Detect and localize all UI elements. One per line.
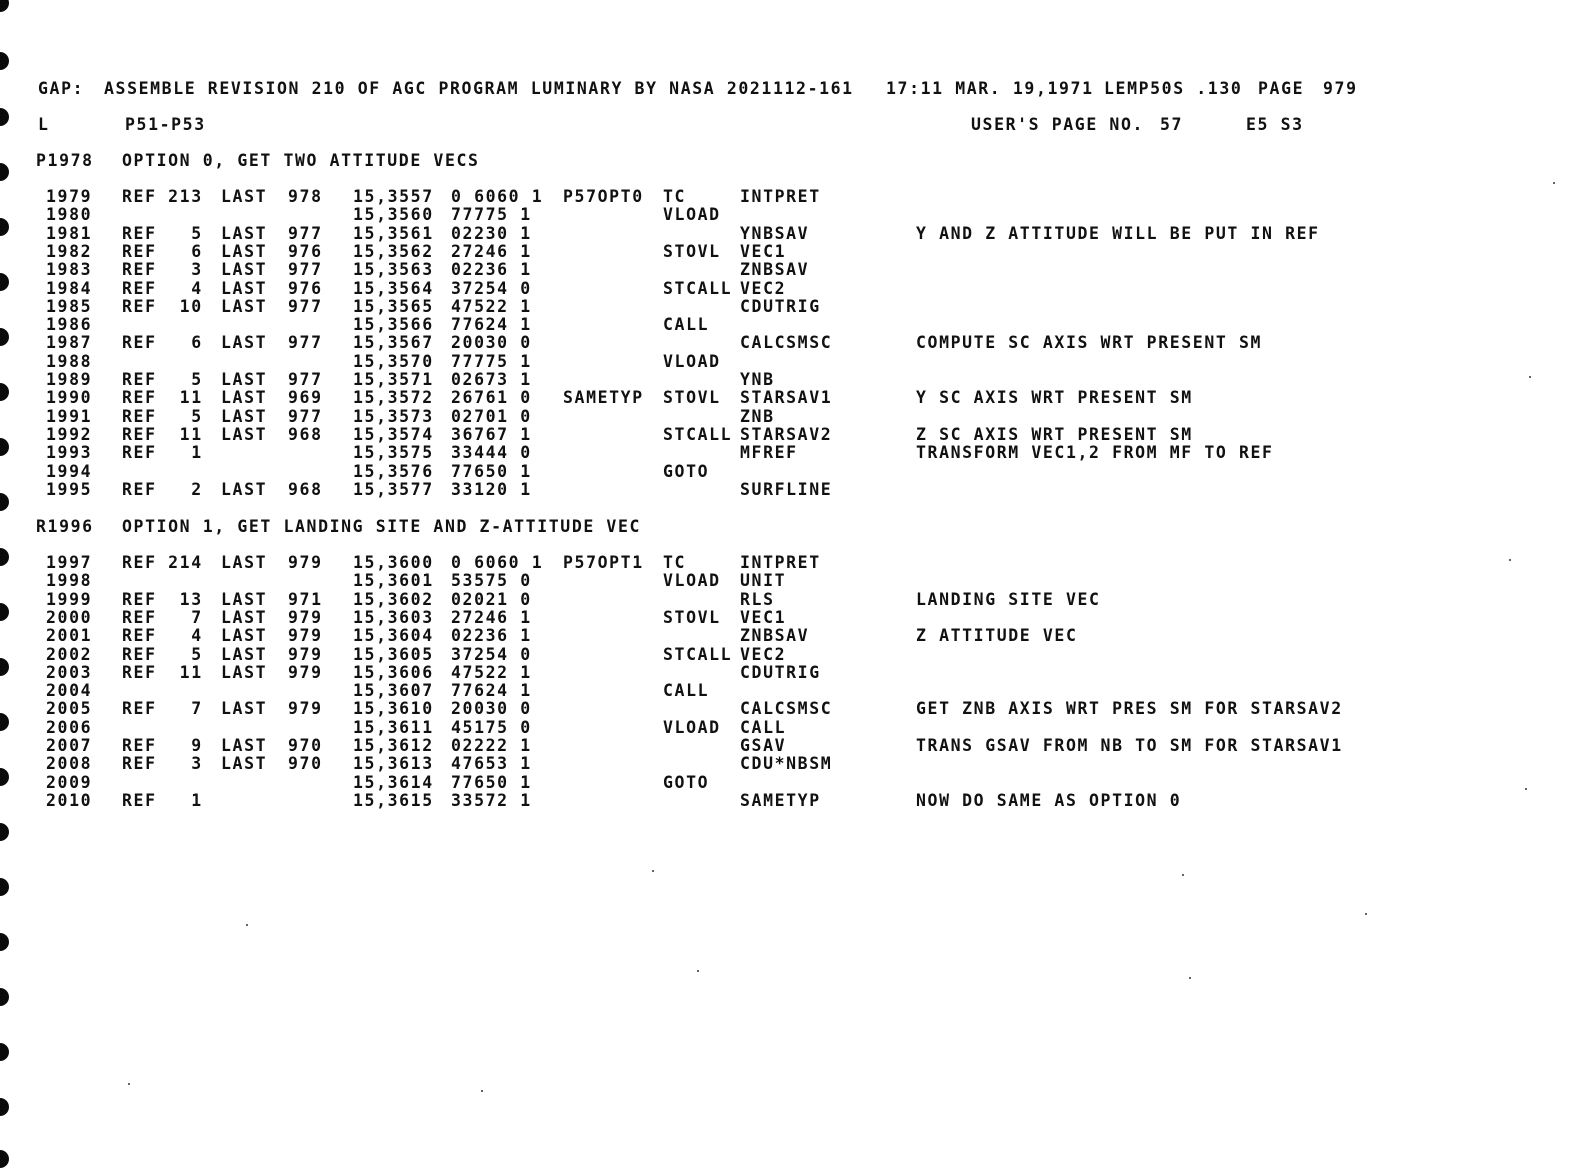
tractor-hole [0, 658, 9, 676]
opcode: GOTO [663, 773, 710, 792]
operand: UNIT [740, 571, 787, 590]
octal-word: 02230 1 [451, 224, 532, 243]
last-number: 976 [288, 242, 323, 261]
octal-word: 33120 1 [451, 480, 532, 499]
last-label: LAST [221, 663, 268, 682]
print-speck [1525, 788, 1527, 790]
line-number: 2007 [46, 736, 93, 755]
last-label: LAST [221, 736, 268, 755]
operand: INTPRET [740, 553, 821, 572]
operand: CALL [740, 718, 787, 737]
line-number: 1991 [46, 407, 93, 426]
operand: CDUTRIG [740, 297, 821, 316]
opcode: VLOAD [663, 205, 721, 224]
listing-code: E5 S3 [1246, 115, 1304, 134]
ref-field: REF 3 [122, 754, 203, 773]
last-label: LAST [221, 297, 268, 316]
last-number: 976 [288, 279, 323, 298]
print-speck [481, 1090, 483, 1092]
octal-word: 77624 1 [451, 315, 532, 334]
last-label: LAST [221, 590, 268, 609]
last-number: 979 [288, 608, 323, 627]
operand: CDU*NBSM [740, 754, 833, 773]
octal-word: 26761 0 [451, 388, 532, 407]
comment: Y AND Z ATTITUDE WILL BE PUT IN REF [916, 224, 1320, 243]
comment: GET ZNB AXIS WRT PRES SM FOR STARSAV2 [916, 699, 1343, 718]
ref-field: REF 1 [122, 443, 203, 462]
tractor-hole [0, 548, 9, 566]
address: 15,3601 [353, 571, 434, 590]
comment: Z SC AXIS WRT PRESENT SM [916, 425, 1193, 444]
comment: TRANSFORM VEC1,2 FROM MF TO REF [916, 443, 1274, 462]
address: 15,3605 [353, 645, 434, 664]
last-label: LAST [221, 480, 268, 499]
address: 15,3613 [353, 754, 434, 773]
last-number: 977 [288, 407, 323, 426]
octal-word: 02236 1 [451, 626, 532, 645]
address: 15,3572 [353, 388, 434, 407]
line-number: 1993 [46, 443, 93, 462]
last-label: LAST [221, 370, 268, 389]
tractor-hole [0, 108, 9, 126]
line-number: 1992 [46, 425, 93, 444]
last-label: LAST [221, 333, 268, 352]
tractor-hole [0, 273, 9, 291]
comment: Y SC AXIS WRT PRESENT SM [916, 388, 1193, 407]
address: 15,3611 [353, 718, 434, 737]
opcode: CALL [663, 681, 710, 700]
octal-word: 02222 1 [451, 736, 532, 755]
line-number: 2010 [46, 791, 93, 810]
line-number: 2008 [46, 754, 93, 773]
address: 15,3610 [353, 699, 434, 718]
print-speck [1365, 913, 1367, 915]
opcode: TC [663, 553, 687, 572]
opcode: STCALL [663, 279, 733, 298]
line-number: 1990 [46, 388, 93, 407]
comment: NOW DO SAME AS OPTION 0 [916, 791, 1182, 810]
ref-field: REF 11 [122, 425, 203, 444]
line-number: 1994 [46, 462, 93, 481]
line-number: 1995 [46, 480, 93, 499]
last-number: 979 [288, 553, 323, 572]
octal-word: 33572 1 [451, 791, 532, 810]
last-number: 977 [288, 224, 323, 243]
octal-word: 20030 0 [451, 699, 532, 718]
address: 15,3612 [353, 736, 434, 755]
octal-word: 02701 0 [451, 407, 532, 426]
address: 15,3606 [353, 663, 434, 682]
tractor-hole [0, 383, 9, 401]
address: 15,3561 [353, 224, 434, 243]
operand: STARSAV1 [740, 388, 833, 407]
ref-field: REF 4 [122, 279, 203, 298]
last-number: 979 [288, 699, 323, 718]
last-label: LAST [221, 224, 268, 243]
last-number: 979 [288, 663, 323, 682]
operand: ZNBSAV [740, 260, 810, 279]
tractor-hole [0, 933, 9, 951]
address: 15,3614 [353, 773, 434, 792]
address: 15,3566 [353, 315, 434, 334]
tractor-hole [0, 1098, 9, 1116]
last-number: 977 [288, 333, 323, 352]
octal-word: 27246 1 [451, 608, 532, 627]
operand: ZNBSAV [740, 626, 810, 645]
print-speck [1529, 376, 1531, 378]
address: 15,3573 [353, 407, 434, 426]
tractor-hole [0, 328, 9, 346]
last-number: 968 [288, 480, 323, 499]
print-datetime: 17:11 MAR. 19,1971 [886, 79, 1094, 98]
operand: YNBSAV [740, 224, 810, 243]
user-page-number: 57 [1160, 115, 1184, 134]
opcode: VLOAD [663, 718, 721, 737]
tractor-hole [0, 878, 9, 896]
address: 15,3574 [353, 425, 434, 444]
ref-field: REF 5 [122, 370, 203, 389]
operand: VEC1 [740, 242, 787, 261]
address: 15,3602 [353, 590, 434, 609]
ref-field: REF 3 [122, 260, 203, 279]
operand: STARSAV2 [740, 425, 833, 444]
ref-field: REF 7 [122, 699, 203, 718]
octal-word: 20030 0 [451, 333, 532, 352]
address: 15,3564 [353, 279, 434, 298]
address: 15,3607 [353, 681, 434, 700]
last-label: LAST [221, 388, 268, 407]
job-name: LEMP50S .130 [1104, 79, 1243, 98]
ref-field: REF 7 [122, 608, 203, 627]
line-number: 2009 [46, 773, 93, 792]
print-speck [652, 870, 654, 872]
comment: COMPUTE SC AXIS WRT PRESENT SM [916, 333, 1263, 352]
octal-word: 36767 1 [451, 425, 532, 444]
octal-word: 77775 1 [451, 205, 532, 224]
comment: Z ATTITUDE VEC [916, 626, 1078, 645]
line-number: 1984 [46, 279, 93, 298]
address: 15,3560 [353, 205, 434, 224]
tractor-hole [0, 823, 9, 841]
opcode: STOVL [663, 608, 721, 627]
operand: MFREF [740, 443, 798, 462]
ref-field: REF 13 [122, 590, 203, 609]
line-number: 1979 [46, 187, 93, 206]
octal-word: 47522 1 [451, 297, 532, 316]
ref-field: REF 10 [122, 297, 203, 316]
opcode: STCALL [663, 645, 733, 664]
octal-word: 02236 1 [451, 260, 532, 279]
address: 15,3563 [353, 260, 434, 279]
operand: YNB [740, 370, 775, 389]
print-speck [697, 970, 699, 972]
address: 15,3565 [353, 297, 434, 316]
octal-word: 77650 1 [451, 462, 532, 481]
octal-word: 02021 0 [451, 590, 532, 609]
last-number: 978 [288, 187, 323, 206]
opcode: TC [663, 187, 687, 206]
last-number: 968 [288, 425, 323, 444]
operand: SURFLINE [740, 480, 833, 499]
address: 15,3576 [353, 462, 434, 481]
line-number: 1989 [46, 370, 93, 389]
tractor-hole [0, 988, 9, 1006]
address: 15,3575 [353, 443, 434, 462]
last-number: 977 [288, 370, 323, 389]
ref-field: REF 5 [122, 407, 203, 426]
section-line-number: P1978 [36, 151, 94, 170]
octal-word: 77775 1 [451, 352, 532, 371]
octal-word: 02673 1 [451, 370, 532, 389]
last-number: 970 [288, 736, 323, 755]
octal-word: 27246 1 [451, 242, 532, 261]
line-number: 1980 [46, 205, 93, 224]
ref-field: REF 11 [122, 388, 203, 407]
octal-word: 47653 1 [451, 754, 532, 773]
line-number: 2003 [46, 663, 93, 682]
operand: RLS [740, 590, 775, 609]
address: 15,3557 [353, 187, 434, 206]
page-number: 979 [1323, 79, 1358, 98]
line-number: 2006 [46, 718, 93, 737]
gap-label: GAP: [38, 79, 85, 98]
ref-field: REF 5 [122, 645, 203, 664]
octal-word: 47522 1 [451, 663, 532, 682]
last-label: LAST [221, 425, 268, 444]
line-number: 1985 [46, 297, 93, 316]
octal-word: 77650 1 [451, 773, 532, 792]
last-label: LAST [221, 754, 268, 773]
opcode: STOVL [663, 388, 721, 407]
ref-field: REF 213 [122, 187, 203, 206]
operand: CDUTRIG [740, 663, 821, 682]
symbol-label: P57OPT1 [563, 553, 644, 572]
opcode: STCALL [663, 425, 733, 444]
last-label: LAST [221, 242, 268, 261]
opcode: VLOAD [663, 352, 721, 371]
tractor-hole [0, 493, 9, 511]
octal-word: 37254 0 [451, 279, 532, 298]
last-number: 970 [288, 754, 323, 773]
address: 15,3577 [353, 480, 434, 499]
section-line-number: R1996 [36, 517, 94, 536]
ref-field: REF 214 [122, 553, 203, 572]
tractor-hole [0, 52, 9, 70]
last-number: 979 [288, 645, 323, 664]
section-title: OPTION 0, GET TWO ATTITUDE VECS [122, 151, 480, 170]
line-number: 1988 [46, 352, 93, 371]
operand: SAMETYP [740, 791, 821, 810]
line-number: 2004 [46, 681, 93, 700]
user-page-label: USER'S PAGE NO. [971, 115, 1145, 134]
octal-word: 37254 0 [451, 645, 532, 664]
ref-field: REF 6 [122, 333, 203, 352]
last-number: 977 [288, 260, 323, 279]
line-number: 1983 [46, 260, 93, 279]
ref-field: REF 1 [122, 791, 203, 810]
octal-word: 53575 0 [451, 571, 532, 590]
octal-word: 45175 0 [451, 718, 532, 737]
opcode: VLOAD [663, 571, 721, 590]
last-number: 969 [288, 388, 323, 407]
print-speck [1509, 559, 1511, 561]
line-number: 1997 [46, 553, 93, 572]
last-label: LAST [221, 553, 268, 572]
line-number: 2002 [46, 645, 93, 664]
address: 15,3567 [353, 333, 434, 352]
operand: VEC2 [740, 279, 787, 298]
print-speck [1182, 874, 1184, 876]
tractor-hole [0, 438, 9, 456]
tractor-hole [0, 0, 9, 12]
last-label: LAST [221, 608, 268, 627]
line-number: 2005 [46, 699, 93, 718]
print-speck [1553, 182, 1555, 184]
line-number: 1982 [46, 242, 93, 261]
ref-field: REF 11 [122, 663, 203, 682]
octal-word: 77624 1 [451, 681, 532, 700]
opcode: CALL [663, 315, 710, 334]
operand: CALCSMSC [740, 333, 833, 352]
address: 15,3600 [353, 553, 434, 572]
tractor-hole [0, 163, 9, 181]
opcode: STOVL [663, 242, 721, 261]
section-name: P51-P53 [125, 115, 206, 134]
operand: CALCSMSC [740, 699, 833, 718]
comment: LANDING SITE VEC [916, 590, 1101, 609]
subheader-l: L [38, 115, 50, 134]
tractor-hole [0, 1043, 9, 1061]
address: 15,3562 [353, 242, 434, 261]
comment: TRANS GSAV FROM NB TO SM FOR STARSAV1 [916, 736, 1343, 755]
last-label: LAST [221, 279, 268, 298]
last-label: LAST [221, 626, 268, 645]
print-speck [1189, 977, 1191, 979]
print-speck [128, 1083, 130, 1085]
operand: INTPRET [740, 187, 821, 206]
address: 15,3570 [353, 352, 434, 371]
line-number: 2000 [46, 608, 93, 627]
operand: VEC2 [740, 645, 787, 664]
line-number: 1999 [46, 590, 93, 609]
last-number: 971 [288, 590, 323, 609]
ref-field: REF 6 [122, 242, 203, 261]
last-label: LAST [221, 187, 268, 206]
print-speck [246, 924, 248, 926]
ref-field: REF 5 [122, 224, 203, 243]
tractor-hole [0, 768, 9, 786]
octal-word: 0 6060 1 [451, 553, 544, 572]
line-number: 1986 [46, 315, 93, 334]
last-label: LAST [221, 645, 268, 664]
last-label: LAST [221, 699, 268, 718]
address: 15,3603 [353, 608, 434, 627]
ref-field: REF 9 [122, 736, 203, 755]
octal-word: 33444 0 [451, 443, 532, 462]
opcode: GOTO [663, 462, 710, 481]
symbol-label: P57OPT0 [563, 187, 644, 206]
symbol-label: SAMETYP [563, 388, 644, 407]
tractor-hole [0, 218, 9, 236]
ref-field: REF 2 [122, 480, 203, 499]
line-number: 1981 [46, 224, 93, 243]
line-number: 1987 [46, 333, 93, 352]
line-number: 1998 [46, 571, 93, 590]
address: 15,3571 [353, 370, 434, 389]
line-number: 2001 [46, 626, 93, 645]
page-label: PAGE [1258, 79, 1305, 98]
octal-word: 0 6060 1 [451, 187, 544, 206]
address: 15,3615 [353, 791, 434, 810]
ref-field: REF 4 [122, 626, 203, 645]
last-number: 979 [288, 626, 323, 645]
last-label: LAST [221, 260, 268, 279]
operand: ZNB [740, 407, 775, 426]
operand: GSAV [740, 736, 787, 755]
tractor-hole [0, 603, 9, 621]
last-number: 977 [288, 297, 323, 316]
tractor-hole [0, 713, 9, 731]
section-title: OPTION 1, GET LANDING SITE AND Z-ATTITUDE VEC [122, 517, 642, 536]
address: 15,3604 [353, 626, 434, 645]
last-label: LAST [221, 407, 268, 426]
tractor-hole [0, 1150, 9, 1168]
operand: VEC1 [740, 608, 787, 627]
assembly-title: ASSEMBLE REVISION 210 OF AGC PROGRAM LUMINARY BY NASA 2021112-161 [104, 79, 854, 98]
